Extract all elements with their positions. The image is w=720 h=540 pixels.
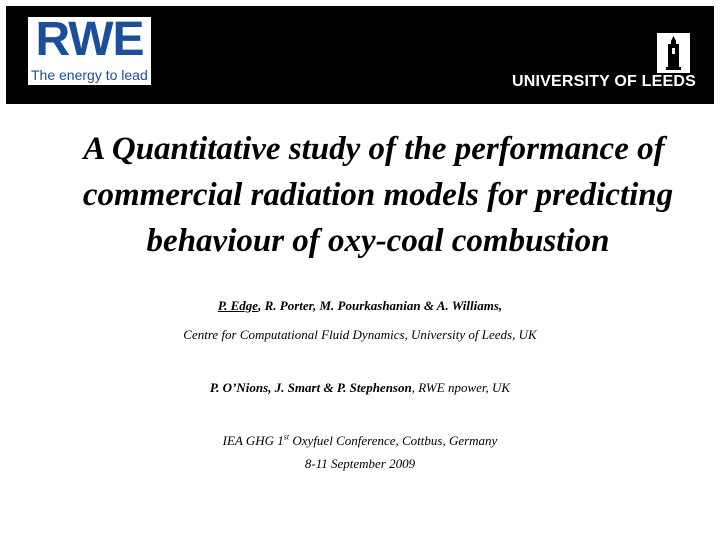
- title-lead: A: [83, 131, 112, 167]
- rwe-tagline: The energy to lead: [31, 67, 148, 83]
- conference-superscript: st: [283, 432, 290, 442]
- title-main: Quantitative study of the performance of commercial radiation models for predicting behaviour of oxy-coal combustion: [82, 131, 674, 259]
- conference-dates: 8-11 September 2009: [304, 456, 416, 471]
- rwe-wordmark: RWE: [35, 13, 144, 66]
- university-name: UNIVERSITY OF LEEDS: [512, 73, 696, 90]
- header-banner: [6, 6, 714, 104]
- leeds-tower-icon: [657, 33, 690, 73]
- conference-prefix: IEA GHG 1: [222, 433, 284, 448]
- presenter-name: P. Edge: [217, 298, 259, 313]
- slide-title: [36, 126, 706, 264]
- conference-suffix: Oxyfuel Conference, Cottbus, Germany: [289, 433, 498, 448]
- conference-line: [0, 432, 720, 450]
- authors-line: [0, 297, 720, 315]
- second-author-group: P. O’Nions, J. Smart & P. Stephenson: [209, 380, 412, 395]
- second-authors-line: [0, 379, 720, 397]
- affiliation-line: Centre for Computational Fluid Dynamics, University of Leeds, UK: [183, 327, 537, 342]
- coauthors: , R. Porter, M. Pourkashanian & A. Williams,: [258, 298, 503, 313]
- rwe-logo: [28, 13, 151, 85]
- second-affiliation: , RWE npower, UK: [411, 380, 511, 395]
